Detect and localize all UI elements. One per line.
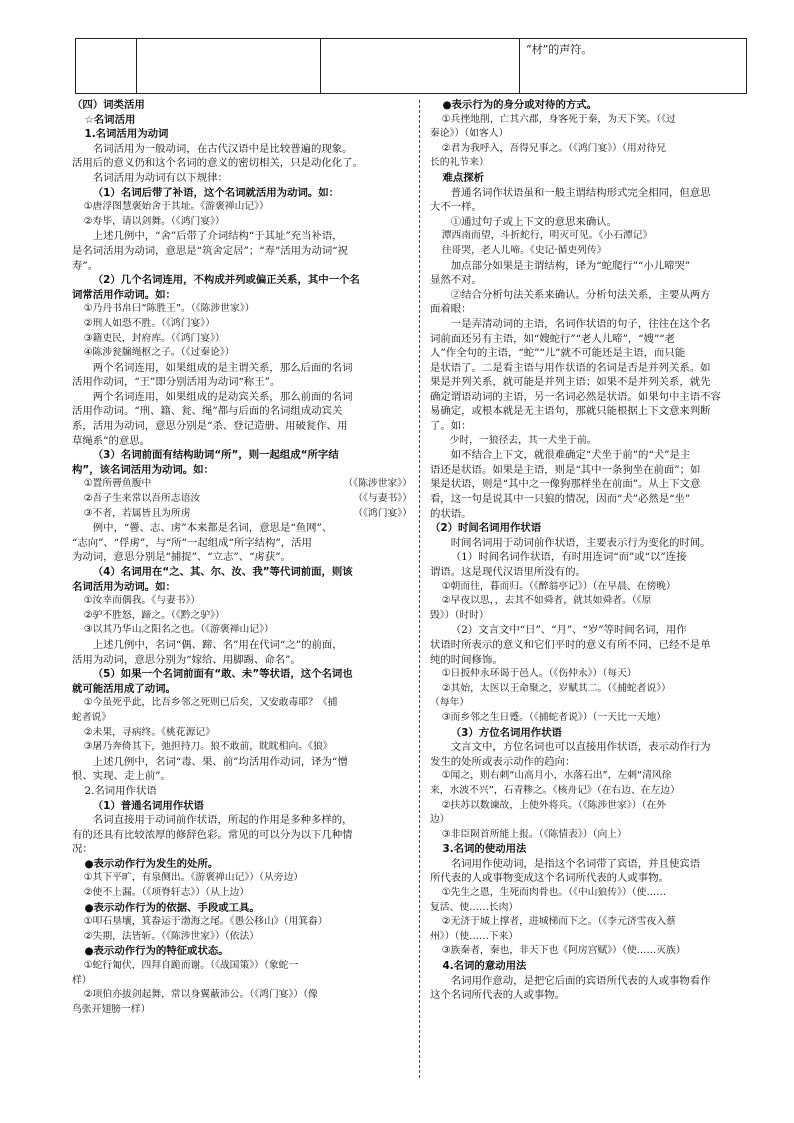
text-line: ①日扳仲永环谒于邑人。（《伤仲永》）（每天） [441,668,637,680]
text-line: （1）普通名词用作状语 [92,799,204,812]
text-line: ②使不上漏。（《项脊轩志》）（从上边） [83,887,250,899]
table-cell [321,39,520,94]
text-line: ③非臣陨首所能上报。（《陈情表》）（向上） [441,828,627,840]
text-line: ●表示动作行为的依据、手段或工具。 [84,901,260,914]
text-line: 长的礼节来） [430,157,489,169]
text-line: 为动词，意思分别是“捕捉”、“立志”、“虏获”。 [72,551,291,564]
text-line: 蛇者说》 [72,711,112,723]
text-line: ②寿毕，请以剑舞。（《鸿门宴》） [83,215,225,227]
table-cell [76,39,137,94]
text-line: 名词用作使动词，是指这个名词带了宾语，并且使宾语 [450,857,701,870]
example-source: （《与妻书》） [353,493,412,505]
text-line: 是名词活用为动词，意思是“筑舍定居”；“寿”活用为动词“祝 [72,244,348,257]
text-line: 名词直接用于动词前作状语，所起的作用是多种多样的， [92,814,353,827]
text-line [72,492,412,507]
text-line: 两个名词连用，如果组成的是主谓关系，那么后面的名词 [92,361,353,374]
text-line: 恨、实现、走上前”。 [72,770,171,783]
text-line: 名词活用为一般动词，在古代汉语中是比较普遍的现象。 [92,142,353,155]
text-line: （2）时间名词用作状语 [430,522,542,535]
text-line: 看，这一句是说其中一只狼的情况，因而“犬”必然是“坐” [430,493,691,506]
text-line: 上述几例中，“舍”后带了介词结构“于其址”充当补语， [92,230,343,243]
text-line: 况： [72,843,93,856]
text-line: （四）词类活用 [72,99,145,111]
text-line: ②结合分析句法关系来确认。分析句法关系，主要从两方 [450,288,711,301]
example-source: （《陈涉世家》） [343,478,412,490]
text-line: ●表示行为的身分或对待的方式。 [442,99,598,111]
text-line: ②失期，法皆斩。（《陈涉世家》）（依法） [83,930,260,942]
text-line: （3）方位名词用作状语 [450,726,562,739]
text-line: 寿”。 [72,259,99,272]
text-line: ③屠乃奔倚其下，弛担持刀。狼不敢前，眈眈相向。《狼》 [83,741,333,753]
text-line: 名词活用为动词有以下规律： [92,171,228,184]
text-line: 1.名词活用为动词 [84,128,169,141]
text-line [72,507,412,522]
text-line: 上述几例中，名词“毒、果、前”均活用作动词，译为“憎 [92,755,348,768]
example-text: ③不者，若属皆且为所虏 [83,507,191,519]
column-divider [419,100,420,1078]
text-line: ●表示动作行为发生的处所。 [84,857,219,870]
text-line: （每年） [430,697,470,709]
text-line: ②未果，寻病终。《桃花源记》 [83,726,215,738]
text-line: 复活、使……长肉） [430,901,519,913]
text-line: ②驴不胜怒，蹄之。（《黔之驴》） [83,609,225,621]
text-line: 了。如： [430,420,472,433]
text-line: 时间名词用于动词前作状语，主要表示行为变化的时间。 [450,536,711,549]
text-line: 3.名词的使动用法 [442,843,527,856]
text-line: 系，活用为动词，意思分别是“杀、登记造册、用破瓮作、用 [72,420,348,433]
text-line: ②君为我呼入，吾得兄事之。（《鸿门宴》）（用对待兄 [441,142,667,154]
header-table [75,38,747,94]
text-line: 两个名词连用，如果组成的是动宾关系，那么前面的名词 [92,390,353,403]
text-line: ③族秦者，秦也，非天下也《阿房宫赋》）（使……灭族） [441,945,686,957]
text-line: ①其下平旷，有泉侧出。《游褒禅山记》）（从旁边） [83,872,304,884]
text-line: （1）名词后带了补语，这个名词就活用为动词。如： [92,186,340,199]
left-column [72,98,412,1017]
text-line: 边） [430,814,450,826]
text-line: 发生的处所或表示动作的趋向： [430,755,576,768]
example-source: （《鸿门宴》） [353,507,412,519]
text-line: 显然不对。 [430,274,482,287]
text-line: “志向”、“俘虏”，与“所”一起组成“所字结构”，活用 [72,536,312,549]
text-line: 活用后的意义仍和这个名词的意义的密切相关，只是动化化了。 [72,157,363,170]
text-line: 名词活用为动词。如： [72,580,176,593]
text-line: 毁》）（时时） [430,609,489,621]
text-line: （4）名词用在“之、其、尔、汝、我”等代词前面，则该 [92,566,353,578]
text-line: 草绳系”的意思。 [72,434,151,447]
text-line: 这个名词所代表的人或事物。 [430,989,566,1002]
text-line: 是状语了。二是看主语与用作状语的名词是否是并列关系。如 [430,361,711,374]
text-line: 活用为动词，意思分别为“嫁给、用脚踢、命名”。 [72,653,301,666]
text-line: ③而乡邻之生日蹙。（《捕蛇者说》）（一天比一天地） [441,711,667,723]
text-line: 样） [72,974,92,986]
text-line: 就可能活用成了动词。 [72,682,176,695]
text-line: ①汝幸而偶我。《与妻书》） [83,595,201,607]
text-line: 潭西南而望，斗折蛇行，明灭可见。《小石潭记》 [441,230,653,242]
text-line: ①兵挫地削，亡其六郡，身客死于秦，为天下笑。（《过 [441,113,676,125]
text-line: ②早夜以思，，去其不如舜者，就其如舜者。（《原 [441,595,652,607]
text-line: 文言文中，方位名词也可以直接用作状语，表示动作行为 [450,741,711,754]
text-line: ③以其乃华山之阳名之也。（《游褒禅山记》） [83,624,274,636]
text-line: ②其始，太医以王命聚之，岁赋其二。（《捕蛇者说》） [441,682,671,694]
text-line: 活用作动词。“刑、籍、瓮、绳”都与后面的名词组成动宾关 [72,405,343,418]
text-line: 所代表的人或事物变成这个名词所代表的人或事物。 [430,872,669,885]
text-line: ①先生之恩，生死而肉骨也。（《中山狼传》）（使…… [441,887,667,899]
text-line: 上述几例中，名词“偶、蹄、名”用在代词“之”的前面， [92,638,343,651]
text-line: （1）时间名词作状语，有时用连词“而”或“以”连接 [450,551,687,564]
text-line: 活用作动词，“王”即分别活用为动词“称王”。 [72,376,281,389]
text-line: 的状语。 [430,507,472,520]
text-line [72,477,412,492]
text-line: ③籍吏民，封府库。（《鸿门宴》） [83,332,225,344]
text-line: ①今虽死乎此，比吾乡邻之死则已后矣，又安敢毒耶？《捕 [83,697,338,709]
text-line: 构”，该名词活用为动词。如： [72,463,214,476]
text-line: 人”作全句的主语，“蛇”“儿”就不可能还是主语，而只能 [430,347,686,360]
text-line: 加点部分如果是主谓结构，译为“蛇爬行”“小儿啼哭” [450,259,691,272]
text-line: 谓语。这是现代汉语里所没有的。 [430,566,586,578]
text-line: 秦论》）（如客人） [430,128,509,140]
text-line: ①蛇行匍伏，四拜自跪而谢。（《战国策》）（象蛇一 [83,960,299,972]
text-line: （2）文言文中“日”、“月”、“岁”等时间名词，用作 [450,624,687,637]
right-column [430,98,752,1003]
text-line: 名词用作意动，是把它后面的宾语所代表的人或事物看作 [450,974,711,987]
example-text: ②吾子生来常以吾所志语汝 [83,493,201,505]
text-line: ②刑人如恐不胜。（《鸿门宴》） [83,317,215,329]
text-line: ①叩石垦壤，箕畚运于渤海之尾。《愚公移山》（用箕畚） [83,916,328,928]
text-line: 如不结合上下文，就很难确定“犬坐于前”的“犬”是主 [450,449,691,462]
text-line: 词前面还另有主语，如“嫂蛇行”“老人儿啼”，“嫂”“老 [430,332,675,345]
text-line: 确定谓语动词的主语，另一名词必然是状语。如果句中主语不容 [430,390,721,403]
example-text: ①置所罾鱼腹中 [83,478,152,490]
text-line: （2）几个名词连用，不构成并列或偏正关系，其中一个名 [92,274,360,287]
text-line: 4.名词的意动用法 [442,960,527,973]
text-line: 州》）（使……下来） [430,930,519,942]
text-line: 有的还具有比较浓厚的修辞色彩。常见的可以分为以下几种情 [72,828,353,841]
text-line: ①通过句子或上下文的意思来确认。 [450,215,618,228]
text-line: 易确定，或根本就是无主语句，那就只能根据上下文意来判断 [430,405,711,418]
text-line: 往哥哭，老人儿啼。《史记·循吏列传》 [441,244,607,256]
text-line: 果是并列关系，就可能是并列主语；如果不是并列关系，就先 [430,376,711,389]
text-line: 鸟张开翅膀一样） [72,1003,151,1015]
table-cell [137,39,321,94]
text-line: 2.名词用作状语 [84,784,157,797]
text-line: 一是弄清动词的主语，名词作状语的句子，往往在这个名 [450,317,711,330]
text-line: 难点探析 [442,171,485,184]
table-cell: “材”的声符。 [520,39,747,94]
text-line: ④陈涉瓮牖绳枢之子。（《过秦论》） [83,347,235,359]
text-line: 普通名词作状语虽和一般主谓结构形式完全相同，但意思 [450,186,711,199]
text-line: ①朝而往，暮而归。（《醉翁亭记》）（在早晨、在傍晚） [441,580,676,592]
text-line: ☆名词活用 [84,113,136,126]
text-line: 状语时所表示的意义和它们平时的意义有所不同，已经不是单 [430,638,711,651]
text-line: （3）名词前面有结构助词“所”，则一起组成“所字结 [92,449,339,462]
text-line: ②扶苏以数谏故，上使外将兵。（《陈涉世家》）（在外 [441,799,667,811]
text-line: 例中，“罾、志、虏”本来都是名词，意思是“鱼网”、 [92,522,333,535]
text-line: 词常活用作动词。如： [72,288,176,301]
text-line: 少时，一狼径去，其一犬坐于前。 [449,434,597,446]
text-line: ①唐浮图慧褒始舍于其址。《游褒禅山记》） [83,201,269,213]
text-line: ①乃丹书帛曰“陈胜王”。（《陈涉世家》） [83,303,255,315]
text-line: （5）如果一个名词前面有“敢、未”等状语，这个名词也 [92,668,353,681]
text-line: ②无济于城上撑者，进城梯而下之。（《李元济雪夜入蔡 [441,916,676,928]
text-line: 面着眼： [430,303,472,316]
text-line: 大不一样。 [430,201,482,214]
text-line: ●表示动作行为的特征或状态。 [84,945,229,958]
text-line: ①闻之，则右刺“山高月小，水落石出”，左刺“清风徐 [441,770,672,782]
text-line: 果是状语，则是“其中之一像狗那样坐在前面”。从上下文意 [430,478,701,491]
text-line: 来，水波不兴”，石青糁之。《核舟记》（在右边、在左边） [430,784,680,796]
text-line: 语还是状语。如果是主语，则是“其中一条狗坐在前面”；如 [430,463,701,476]
text-line: ②项伯亦拔剑起舞，常以身翼蔽沛公。（《鸿门宴》）（像 [83,989,318,1001]
text-line: 纯的时间修饰。 [430,653,503,666]
